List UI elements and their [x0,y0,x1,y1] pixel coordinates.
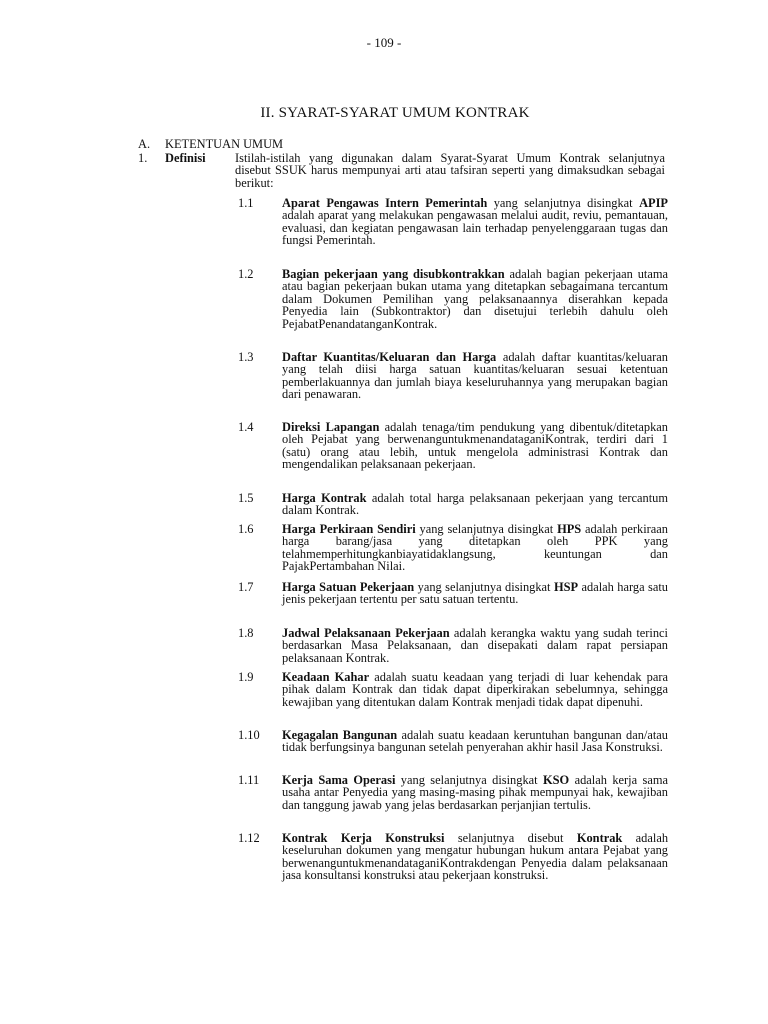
page-number: - 109 - [366,35,402,50]
item-description: adalah bagian pekerjaan utama atau bagian pekerjaan bukan utama yang ditetapkan sebagaimana tercantum dalam Dokumen Pemilihan yang pelaksanaannya diserahkan kepada Penyedia lain (Subkontraktor) dan disetujui terlebih dahulu oleh PejabatPenandatanganKontrak. [282,267,668,331]
item-number: 1.7 [238,580,254,594]
section-letter: A. [138,137,151,151]
item-text [282,523,668,573]
item-number: 1.9 [238,670,254,684]
item-number: 1.10 [238,728,260,742]
item-text [282,671,668,708]
item-text [282,492,668,517]
item-description: adalah suatu keadaan yang terjadi di luar kehendak para pihak dalam Kontrak dan tidak dapat diperkirakan sebelumnya, sehingga kewajiban yang ditentukan dalam Kontrak menjadi tidak dapat dipenuhi. [282,670,668,709]
item-number: 1.4 [238,420,254,434]
item-description: yang selanjutnya disingkat [395,773,544,787]
document-title: II. SYARAT-SYARAT UMUM KONTRAK [260,105,530,121]
item-description: adalah total harga pelaksanaan pekerjaan yang tercantum dalam Kontrak. [282,491,668,518]
item-term: HSP [553,580,579,594]
item-number: 1.8 [238,626,254,640]
item-description: selanjutnya disebut [444,831,577,845]
item-term: Kontrak Kerja Konstruksi [282,831,445,845]
item-term: HPS [557,522,582,536]
item-term: Harga Satuan Pekerjaan [282,580,415,594]
item-number: 1.2 [238,267,254,281]
item-description: adalah kerja sama usaha antar Penyedia yang masing-masing pihak mempunyai hak, kewajiban dan tanggung jawab yang jelas berdasarkan perjanjian tertulis. [282,773,668,812]
item-description: adalah tenaga/tim pendukung yang dibentuk/ditetapkan oleh Pejabat yang berwenanguntukmenandataganiKontrak, terdiri dari 1 (satu) orang atau lebih, untuk mengelola administrasi Kontrak dan mengendalikan pelaksanaan pekerjaan. [282,420,668,472]
item-text [282,729,668,754]
section-heading-text: KETENTUAN UMUM [165,137,284,151]
item-text [282,627,668,664]
item-number: 1.3 [238,350,254,364]
item-term: APIP [639,196,668,210]
definition-number: 1. [138,151,148,165]
item-description: yang selanjutnya disingkat [415,522,558,536]
item-term: Kerja Sama Operasi [282,773,396,787]
item-term: KSO [543,773,570,787]
item-description: adalah suatu keadaan keruntuhan bangunan dan/atau tidak berfungsinya bangunan setelah penyerahan akhir hasil Jasa Konstruksi. [282,728,668,755]
item-term: Harga Kontrak [282,491,367,505]
item-description: adalah kerangka waktu yang sudah terinci berdasarkan Masa Pelaksanaan, dan disepakati dalam rapat persiapan pelaksanaan Kontrak. [282,626,669,665]
item-term: Kegagalan Bangunan [282,728,398,742]
item-text [282,197,668,247]
item-description: adalah harga satu jenis pekerjaan tertentu per satu satuan tertentu. [282,580,668,607]
item-term: Bagian pekerjaan yang disubkontrakkan [282,267,505,281]
item-text [282,421,668,471]
definition-intro: Istilah-istilah yang digunakan dalam Syarat-Syarat Umum Kontrak selanjutnya disebut SSUK harus mempunyai arti atau tafsiran seperti yang dimaksudkan sebagai berikut: [235,151,665,190]
item-text [282,581,668,606]
item-number: 1.11 [238,773,260,787]
item-term: Kontrak [576,831,623,845]
item-term: Jadwal Pelaksanaan Pekerjaan [282,626,450,640]
item-number: 1.6 [238,522,254,536]
item-text [282,832,668,882]
item-number: 1.5 [238,491,254,505]
item-term: Direksi Lapangan [282,420,380,434]
item-text [282,351,668,401]
item-number: 1.12 [238,831,260,845]
definition-label: Definisi [165,151,206,165]
item-description: adalah aparat yang melakukan pengawasan melalui audit, reviu, pemantauan, evaluasi, dan kegiatan pengawasan lain terhadap penyelenggaraan tugas dan fungsi Pemerintah. [282,208,668,248]
item-term: Daftar Kuantitas/Keluaran dan Harga [282,350,497,364]
item-description: adalah perkiraan harga barang/jasa yang ditetapkan oleh PPK yang telahmemperhitungkanbiayatidaklangsung, keuntungan dan PajakPertambahan Nilai. [282,522,668,574]
item-description: yang selanjutnya disingkat [414,580,554,594]
item-term: Harga Perkiraan Sendiri [282,522,416,536]
item-description: yang selanjutnya disingkat [487,196,640,210]
item-term: Keadaan Kahar [282,670,370,684]
item-description: adalah keseluruhan dokumen yang mengatur hubungan hukum antara Pejabat yang berwenanguntukmenandataganiKontrakdengan Penyedia dalam pelaksanaan jasa konsultansi konstruksi atau pekerjaan konstruksi. [282,831,669,883]
item-description: adalah daftar kuantitas/keluaran yang telah diisi harga satuan kuantitas/keluaran sesuai ketentuan pemberlakuannya dan jumlah biaya keseluruhannya yang merupakan bagian dari penawaran. [282,350,668,402]
section-heading [138,138,283,150]
item-text [282,268,668,330]
item-text [282,774,668,811]
item-number: 1.1 [238,196,254,210]
item-term: Aparat Pengawas Intern Pemerintah [282,196,488,210]
